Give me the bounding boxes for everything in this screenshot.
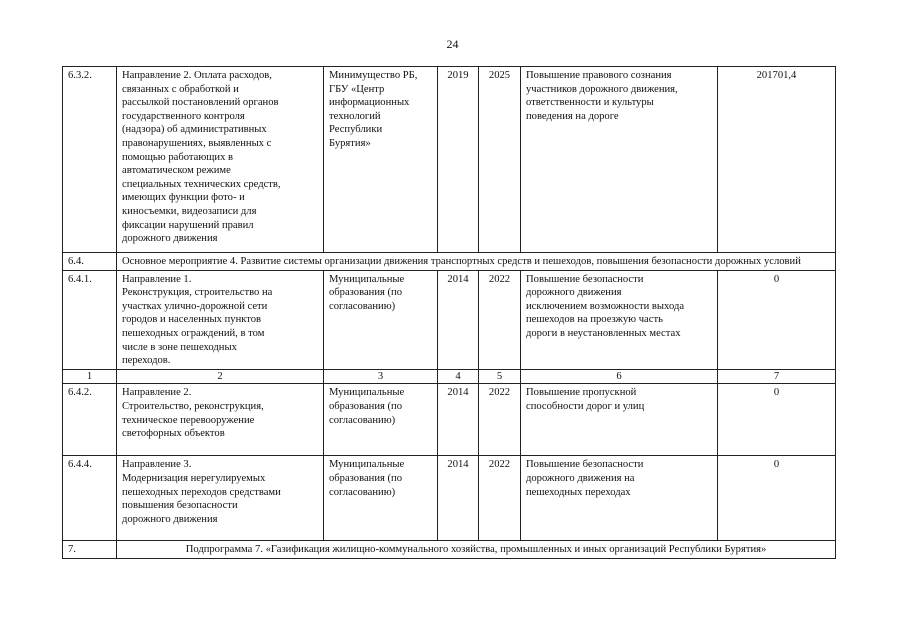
row-number: 6.4.1. xyxy=(63,270,117,369)
row-number: 7. xyxy=(63,541,117,559)
subprogram-title: Подпрограмма 7. «Газификация жилищно-коммунального хозяйства, промышленных и иных организаций Республики Бурятия» xyxy=(117,541,836,559)
end-year: 2022 xyxy=(479,270,521,369)
direction-name: Направление 2. Строительство, реконструкция, техническое перевооружение светофорных объектов xyxy=(117,384,324,456)
direction-name: Направление 2. Оплата расходов, связанных с обработкой и рассылкой постановлений органов государственного контроля (надзора) об административных правонарушениях, выявленных с помощью работающих в автоматическом режиме специальных технических средств, имеющих функции фото- и киносъемки, видеозаписи для фиксации нарушений правил дорожного движения xyxy=(117,67,324,253)
column-numbers-row xyxy=(63,369,836,384)
expected-result: Повышение пропускной способности дорог и улиц xyxy=(521,384,718,456)
table-row xyxy=(63,270,836,369)
executor: Муниципальные образования (по согласованию) xyxy=(324,456,438,541)
row-number: 6.3.2. xyxy=(63,67,117,253)
expected-result: Повышение безопасности дорожного движения на пешеходных переходах xyxy=(521,456,718,541)
column-number: 4 xyxy=(438,369,479,384)
executor: Муниципальные образования (по согласованию) xyxy=(324,270,438,369)
column-number: 3 xyxy=(324,369,438,384)
program-table xyxy=(62,66,836,559)
start-year: 2014 xyxy=(438,384,479,456)
funding-value: 201701,4 xyxy=(718,67,836,253)
direction-name: Направление 3. Модернизация нерегулируемых пешеходных переходов средствами повышения безопасности дорожного движения xyxy=(117,456,324,541)
table-row xyxy=(63,541,836,559)
row-number: 6.4.2. xyxy=(63,384,117,456)
expected-result: Повышение безопасности дорожного движения исключением возможности выхода пешеходов на проезжую часть дороги в неустановленных местах xyxy=(521,270,718,369)
end-year: 2025 xyxy=(479,67,521,253)
table-row xyxy=(63,253,836,271)
direction-name: Направление 1. Реконструкция, строительство на участках улично-дорожной сети городов и населенных пунктов пешеходных ограждений, в том числе в зоне пешеходных переходов. xyxy=(117,270,324,369)
table-row xyxy=(63,384,836,456)
start-year: 2019 xyxy=(438,67,479,253)
row-number: 6.4. xyxy=(63,253,117,271)
executor: Муниципальные образования (по согласованию) xyxy=(324,384,438,456)
row-number: 6.4.4. xyxy=(63,456,117,541)
main-activity: Основное мероприятие 4. Развитие системы организации движения транспортных средств и пешеходов, повышения безопасности дорожных условий xyxy=(117,253,836,271)
column-number: 6 xyxy=(521,369,718,384)
table-row xyxy=(63,456,836,541)
end-year: 2022 xyxy=(479,384,521,456)
expected-result: Повышение правового сознания участников дорожного движения, ответственности и культуры поведения на дороге xyxy=(521,67,718,253)
column-number: 2 xyxy=(117,369,324,384)
table-row xyxy=(63,67,836,253)
page-number: 24 xyxy=(446,37,459,51)
funding-value: 0 xyxy=(718,384,836,456)
start-year: 2014 xyxy=(438,270,479,369)
executor: Минимущество РБ, ГБУ «Центр информационных технологий Республики Бурятия» xyxy=(324,67,438,253)
column-number: 1 xyxy=(63,369,117,384)
funding-value: 0 xyxy=(718,270,836,369)
column-number: 5 xyxy=(479,369,521,384)
funding-value: 0 xyxy=(718,456,836,541)
column-number: 7 xyxy=(718,369,836,384)
start-year: 2014 xyxy=(438,456,479,541)
end-year: 2022 xyxy=(479,456,521,541)
